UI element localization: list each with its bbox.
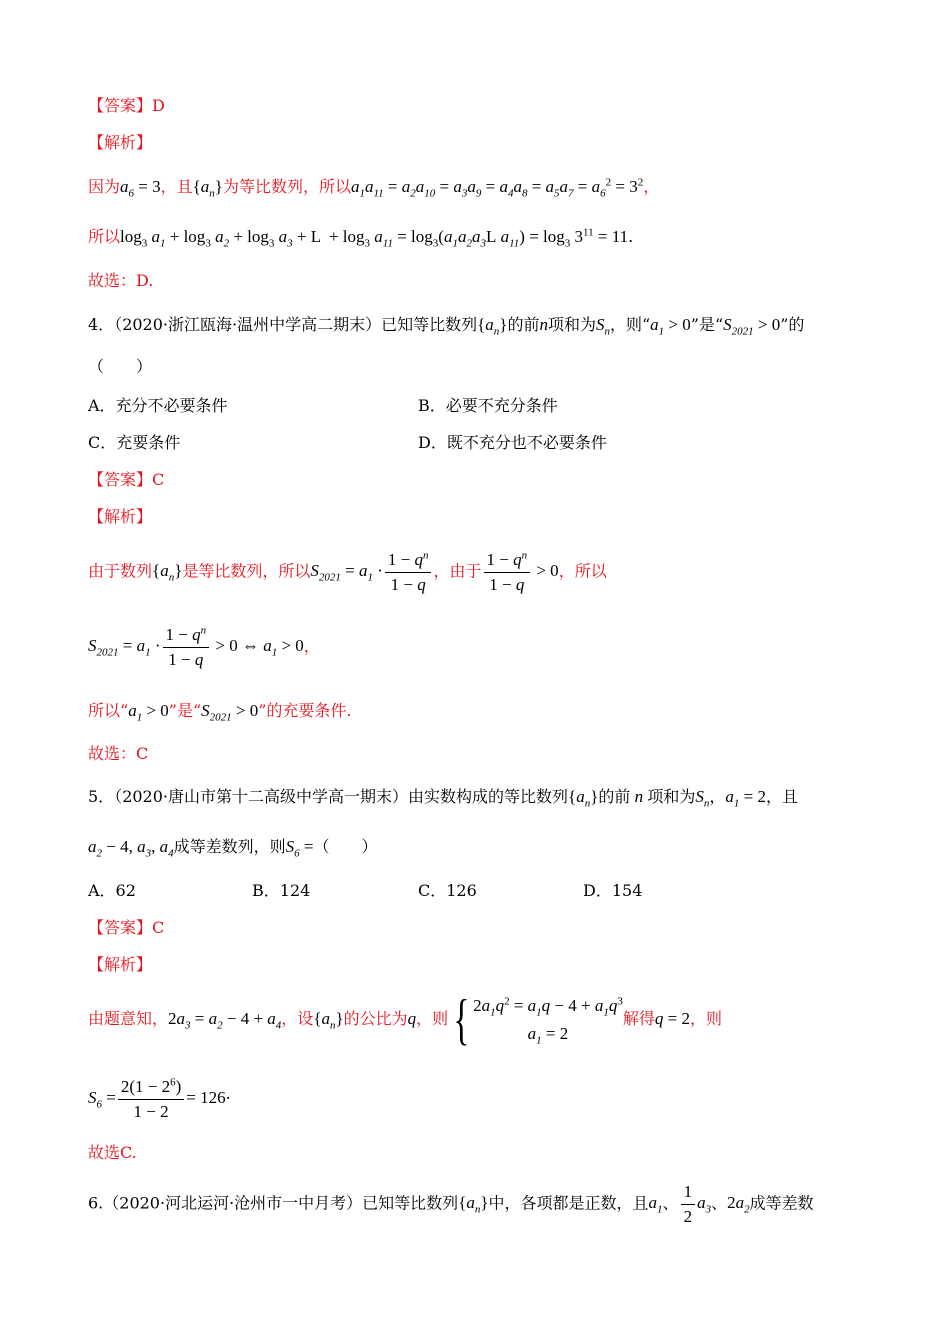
formula: $\{a_n\}$ bbox=[152, 561, 183, 584]
answer-value: C bbox=[152, 918, 165, 937]
q3-solution-line-2: 所以$\log_3 a_1 + \log_3 a_2 + \log_3 a_3 + L + \log_3 a_{11} = \log_3(a_1a_2a_3L$ $a_{11}) = \log_3 3^{11} = 11$. bbox=[88, 226, 634, 250]
formula: $a_1 = 2$ bbox=[725, 787, 766, 810]
formula: $S_6$ = $\frac{2(1 - 2^6)}{1 - 2}$ = 126 bbox=[88, 1076, 226, 1121]
q3-conclusion: 故选：D. bbox=[88, 271, 154, 290]
formula: $a_1$ bbox=[648, 1193, 663, 1216]
formula: $\log_3 a_1 + \log_3 a_2 + \log_3 a_3 + L + \log_3 a_{11} = \log_3(a_1a_2a_3L$ $a_{11}) = \log_3 3^{11} = 11$ bbox=[120, 226, 629, 250]
q5-option-b: B．124 bbox=[252, 881, 311, 900]
formula: $\frac{1 - q^n}{1 - q}$ > 0 bbox=[482, 561, 559, 580]
formula: $S_{2021} > 0$ bbox=[201, 701, 259, 724]
formula: $a_2 - 4$, $a_3$, $a_4$ bbox=[88, 837, 174, 860]
q4-solution-line-3: 所以“$a_1 > 0$”是“$S_{2021} > 0$”的充要条件. bbox=[88, 701, 352, 724]
q4-option-d: D．既不充分也不必要条件 bbox=[418, 433, 607, 452]
q3-analysis-label: 【解析】 bbox=[88, 133, 153, 152]
q4-solution-line-2: $S_{2021} = a_1$ · $\frac{1 - q^n}{1 - q}$ > 0 ⇔ $a_1 > 0$， bbox=[88, 624, 320, 669]
formula: $S_{2021} = a_1$ · $\frac{1 - q^n}{1 - q}$ bbox=[310, 561, 433, 580]
q3-solution-line-1: 因为$a_6 = 3$，且$\{a_n\}$为等比数列，所以$a_1a_{11} = a_2a_{10} = a_3a_9 = a_4a_8 = a_5a_7 = a_6^2 = 3^2$， bbox=[88, 176, 660, 200]
question-source: （2020·浙江瓯海·温州中学高二期末） bbox=[114, 315, 382, 334]
q4-option-b: B．必要不充分条件 bbox=[418, 396, 558, 415]
formula: $S_n$ bbox=[595, 315, 610, 338]
answer-label: 【答案】 bbox=[88, 470, 153, 489]
formula: $\{a_n\}$ bbox=[568, 787, 599, 810]
formula: $S_{2021} > 0$ bbox=[723, 315, 781, 338]
q5-stem: 5．（2020·唐山市第十二高级中学高一期末）由实数构成的等比数列$\{a_n\}$的前 n 项和为$S_n$，$a_1 = 2$，且 bbox=[88, 787, 799, 810]
formula: $\{a_n\}$ bbox=[458, 1193, 489, 1216]
q6-stem: 6.（2020·河北运河·沧州市一中月考）已知等比数列$\{a_n\}$中，各项都是正数，且$a_1$、 $\frac{1}{2}$ $a_3$、$2a_2$成等差数 bbox=[88, 1182, 814, 1226]
formula: $a_6 = 3$ bbox=[120, 177, 161, 200]
formula: $a_1 > 0$ bbox=[128, 701, 169, 724]
formula: q = 2 bbox=[654, 1008, 690, 1028]
q4-option-c: C．充要条件 bbox=[88, 433, 181, 452]
q5-solution-line-1: 由题意知，$2a_3 = a_2 - 4 + a_4$，设$\{a_n\}$的公比为q，则{ $2a_1q^2 = a_1q - 4 + a_1q^3$ $a_1 = 2$ 解得q = 2，则 bbox=[88, 989, 722, 1051]
formula: $S_6$ = bbox=[285, 837, 314, 860]
question-source: （2020·唐山市第十二高级中学高一期末） bbox=[114, 787, 408, 806]
q5-analysis-label: 【解析】 bbox=[88, 955, 153, 974]
q4-conclusion: 故选：C bbox=[88, 744, 149, 763]
answer-value: D bbox=[152, 96, 165, 115]
answer-value: C bbox=[152, 470, 165, 489]
q5-conclusion: 故选C. bbox=[88, 1143, 137, 1162]
q4-stem: 4．（2020·浙江瓯海·温州中学高二期末）已知等比数列$\{a_n\}$的前n项和为$S_n$，则“$a_1 > 0$”是“$S_{2021} > 0$”的 bbox=[88, 315, 805, 338]
q5-solution-line-2: $S_6$ = $\frac{2(1 - 2^6)}{1 - 2}$ = 126· bbox=[88, 1076, 231, 1121]
formula: $2a_3 = a_2 - 4 + a_4$ bbox=[168, 1008, 282, 1032]
answer-label: 【答案】 bbox=[88, 96, 153, 115]
question-source: （2020·河北运河·沧州市一中月考） bbox=[103, 1193, 363, 1213]
formula: $\{a_n\}$ bbox=[477, 315, 508, 338]
formula: $S_n$ bbox=[695, 787, 710, 810]
formula: $a_1a_{11} = a_2a_{10} = a_3a_9 = a_4a_8 = a_5a_7 = a_6^2 = 3^2$ bbox=[350, 176, 644, 200]
q5-stem-2: $a_2 - 4$, $a_3$, $a_4$成等差数列，则$S_6$ =（ ） bbox=[88, 837, 378, 860]
q5-option-a: A．62 bbox=[88, 881, 136, 900]
formula: $\{a_n\}$ bbox=[192, 177, 223, 200]
q5-answer-line bbox=[88, 917, 164, 939]
formula: { $2a_1q^2 = a_1q - 4 + a_1q^3$ $a_1 = 2$ bbox=[453, 989, 623, 1051]
q4-paren: （ ） bbox=[88, 357, 153, 376]
answer-label: 【答案】 bbox=[88, 918, 153, 937]
q4-option-a: A．充分不必要条件 bbox=[88, 396, 228, 415]
formula: $2a_2$ bbox=[727, 1193, 750, 1216]
formula: $S_{2021} = a_1$ · $\frac{1 - q^n}{1 - q}$ > 0 ⇔ $a_1 > 0$ bbox=[88, 624, 304, 669]
q4-analysis-label: 【解析】 bbox=[88, 507, 153, 526]
formula: $\frac{1}{2}$ $a_3$ bbox=[679, 1193, 712, 1212]
q4-solution-line-1: 由于数列$\{a_n\}$是等比数列，所以$S_{2021} = a_1$ · $\frac{1 - q^n}{1 - q}$ ，由于 $\frac{1 - q^n}{1 - q}$ > 0，所以 bbox=[88, 549, 607, 594]
q3-answer-line bbox=[88, 95, 165, 117]
formula: $\{a_n\}$ bbox=[313, 1008, 344, 1032]
q4-answer-line bbox=[88, 469, 164, 491]
formula: $a_1 > 0$ bbox=[650, 315, 691, 338]
q5-option-d: D．154 bbox=[583, 881, 643, 900]
q5-option-c: C．126 bbox=[418, 881, 477, 900]
